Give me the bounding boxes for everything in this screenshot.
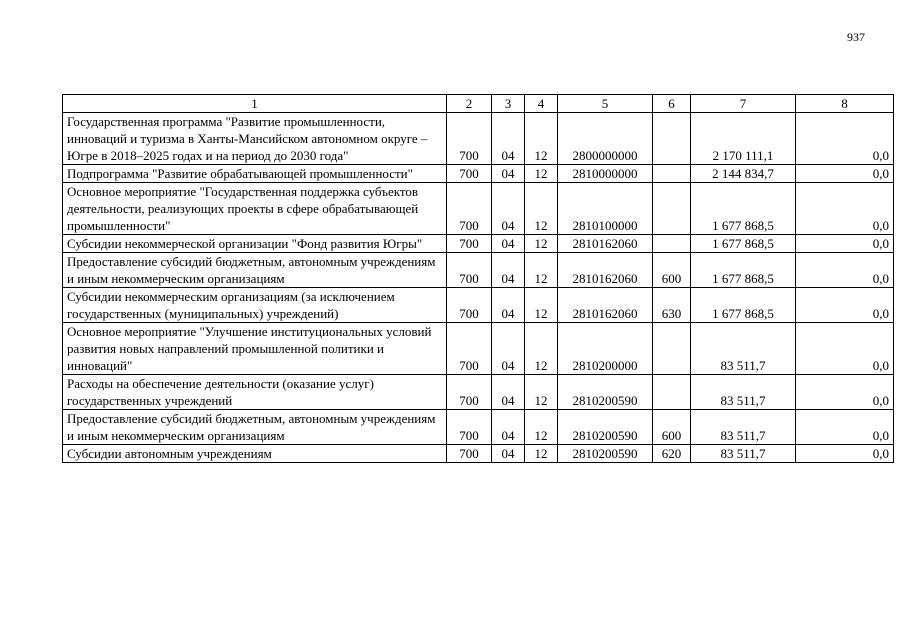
- table-row: [63, 253, 894, 288]
- cell-col-2: 700: [447, 288, 492, 323]
- cell-col-3: 04: [492, 375, 525, 410]
- page-number: 937: [847, 30, 865, 44]
- cell-col-7: 2 170 111,1: [691, 113, 796, 165]
- cell-col-6: [653, 375, 691, 410]
- table-row: [63, 288, 894, 323]
- table-row: [63, 323, 894, 375]
- column-header: 1: [63, 95, 447, 113]
- cell-col-7: 83 511,7: [691, 445, 796, 463]
- column-header: 8: [796, 95, 894, 113]
- cell-col-3: 04: [492, 410, 525, 445]
- row-description: Субсидии некоммерческим организациям (за исключением государственных (муниципальных) учреждений): [63, 288, 447, 323]
- cell-col-8: 0,0: [796, 165, 894, 183]
- cell-col-5: 2810200590: [558, 445, 653, 463]
- cell-col-8: 0,0: [796, 323, 894, 375]
- cell-col-6: [653, 323, 691, 375]
- row-description: Основное мероприятие "Улучшение институциональных условий развития новых направлений промышленной политики и инноваций": [63, 323, 447, 375]
- cell-col-2: 700: [447, 165, 492, 183]
- column-header: 6: [653, 95, 691, 113]
- table-row: [63, 375, 894, 410]
- cell-col-5: 2810162060: [558, 253, 653, 288]
- cell-col-2: 700: [447, 253, 492, 288]
- cell-col-2: 700: [447, 235, 492, 253]
- cell-col-5: 2810200590: [558, 375, 653, 410]
- header-row: [63, 95, 894, 113]
- cell-col-8: 0,0: [796, 410, 894, 445]
- cell-col-4: 12: [525, 253, 558, 288]
- table-row: [63, 165, 894, 183]
- cell-col-7: 83 511,7: [691, 410, 796, 445]
- table-row: [63, 445, 894, 463]
- row-description: Субсидии автономным учреждениям: [63, 445, 447, 463]
- cell-col-7: 1 677 868,5: [691, 253, 796, 288]
- cell-col-8: 0,0: [796, 375, 894, 410]
- cell-col-6: 630: [653, 288, 691, 323]
- cell-col-5: 2810000000: [558, 165, 653, 183]
- row-description: Расходы на обеспечение деятельности (оказание услуг) государственных учреждений: [63, 375, 447, 410]
- row-description: Предоставление субсидий бюджетным, автономным учреждениям и иным некоммерческим организациям: [63, 410, 447, 445]
- budget-table: [62, 94, 894, 463]
- cell-col-8: 0,0: [796, 183, 894, 235]
- table-row: [63, 113, 894, 165]
- cell-col-3: 04: [492, 183, 525, 235]
- row-description: Субсидии некоммерческой организации "Фонд развития Югры": [63, 235, 447, 253]
- row-description: Подпрограмма "Развитие обрабатывающей промышленности": [63, 165, 447, 183]
- cell-col-3: 04: [492, 323, 525, 375]
- cell-col-3: 04: [492, 445, 525, 463]
- cell-col-4: 12: [525, 113, 558, 165]
- cell-col-8: 0,0: [796, 113, 894, 165]
- cell-col-4: 12: [525, 235, 558, 253]
- table-body: [63, 113, 894, 463]
- cell-col-2: 700: [447, 375, 492, 410]
- cell-col-4: 12: [525, 445, 558, 463]
- cell-col-5: 2810162060: [558, 288, 653, 323]
- cell-col-7: 83 511,7: [691, 375, 796, 410]
- cell-col-8: 0,0: [796, 288, 894, 323]
- cell-col-7: 83 511,7: [691, 323, 796, 375]
- cell-col-3: 04: [492, 253, 525, 288]
- cell-col-7: 1 677 868,5: [691, 235, 796, 253]
- column-header: 4: [525, 95, 558, 113]
- cell-col-6: [653, 183, 691, 235]
- cell-col-4: 12: [525, 410, 558, 445]
- cell-col-8: 0,0: [796, 235, 894, 253]
- cell-col-8: 0,0: [796, 445, 894, 463]
- table-row: [63, 183, 894, 235]
- cell-col-2: 700: [447, 410, 492, 445]
- row-description: Основное мероприятие "Государственная поддержка субъектов деятельности, реализующих проекты в сфере обрабатывающей промышленности": [63, 183, 447, 235]
- cell-col-3: 04: [492, 235, 525, 253]
- cell-col-2: 700: [447, 183, 492, 235]
- cell-col-4: 12: [525, 165, 558, 183]
- cell-col-6: 600: [653, 410, 691, 445]
- cell-col-6: 600: [653, 253, 691, 288]
- column-header: 3: [492, 95, 525, 113]
- cell-col-3: 04: [492, 113, 525, 165]
- cell-col-4: 12: [525, 323, 558, 375]
- cell-col-5: 2810200590: [558, 410, 653, 445]
- cell-col-6: [653, 165, 691, 183]
- cell-col-4: 12: [525, 288, 558, 323]
- cell-col-5: 2810200000: [558, 323, 653, 375]
- row-description: Предоставление субсидий бюджетным, автономным учреждениям и иным некоммерческим организациям: [63, 253, 447, 288]
- cell-col-6: [653, 113, 691, 165]
- cell-col-3: 04: [492, 288, 525, 323]
- cell-col-4: 12: [525, 183, 558, 235]
- cell-col-5: 2810162060: [558, 235, 653, 253]
- row-description: Государственная программа "Развитие промышленности, инноваций и туризма в Ханты-Мансийском автономном округе – Югре в 2018–2025 годах и на период до 2030 года": [63, 113, 447, 165]
- cell-col-2: 700: [447, 445, 492, 463]
- column-header: 2: [447, 95, 492, 113]
- cell-col-8: 0,0: [796, 253, 894, 288]
- cell-col-6: 620: [653, 445, 691, 463]
- table-row: [63, 410, 894, 445]
- cell-col-3: 04: [492, 165, 525, 183]
- column-header: 5: [558, 95, 653, 113]
- cell-col-7: 1 677 868,5: [691, 183, 796, 235]
- column-header: 7: [691, 95, 796, 113]
- cell-col-6: [653, 235, 691, 253]
- cell-col-2: 700: [447, 113, 492, 165]
- table-row: [63, 235, 894, 253]
- cell-col-5: 2810100000: [558, 183, 653, 235]
- cell-col-5: 2800000000: [558, 113, 653, 165]
- cell-col-7: 2 144 834,7: [691, 165, 796, 183]
- cell-col-2: 700: [447, 323, 492, 375]
- cell-col-4: 12: [525, 375, 558, 410]
- cell-col-7: 1 677 868,5: [691, 288, 796, 323]
